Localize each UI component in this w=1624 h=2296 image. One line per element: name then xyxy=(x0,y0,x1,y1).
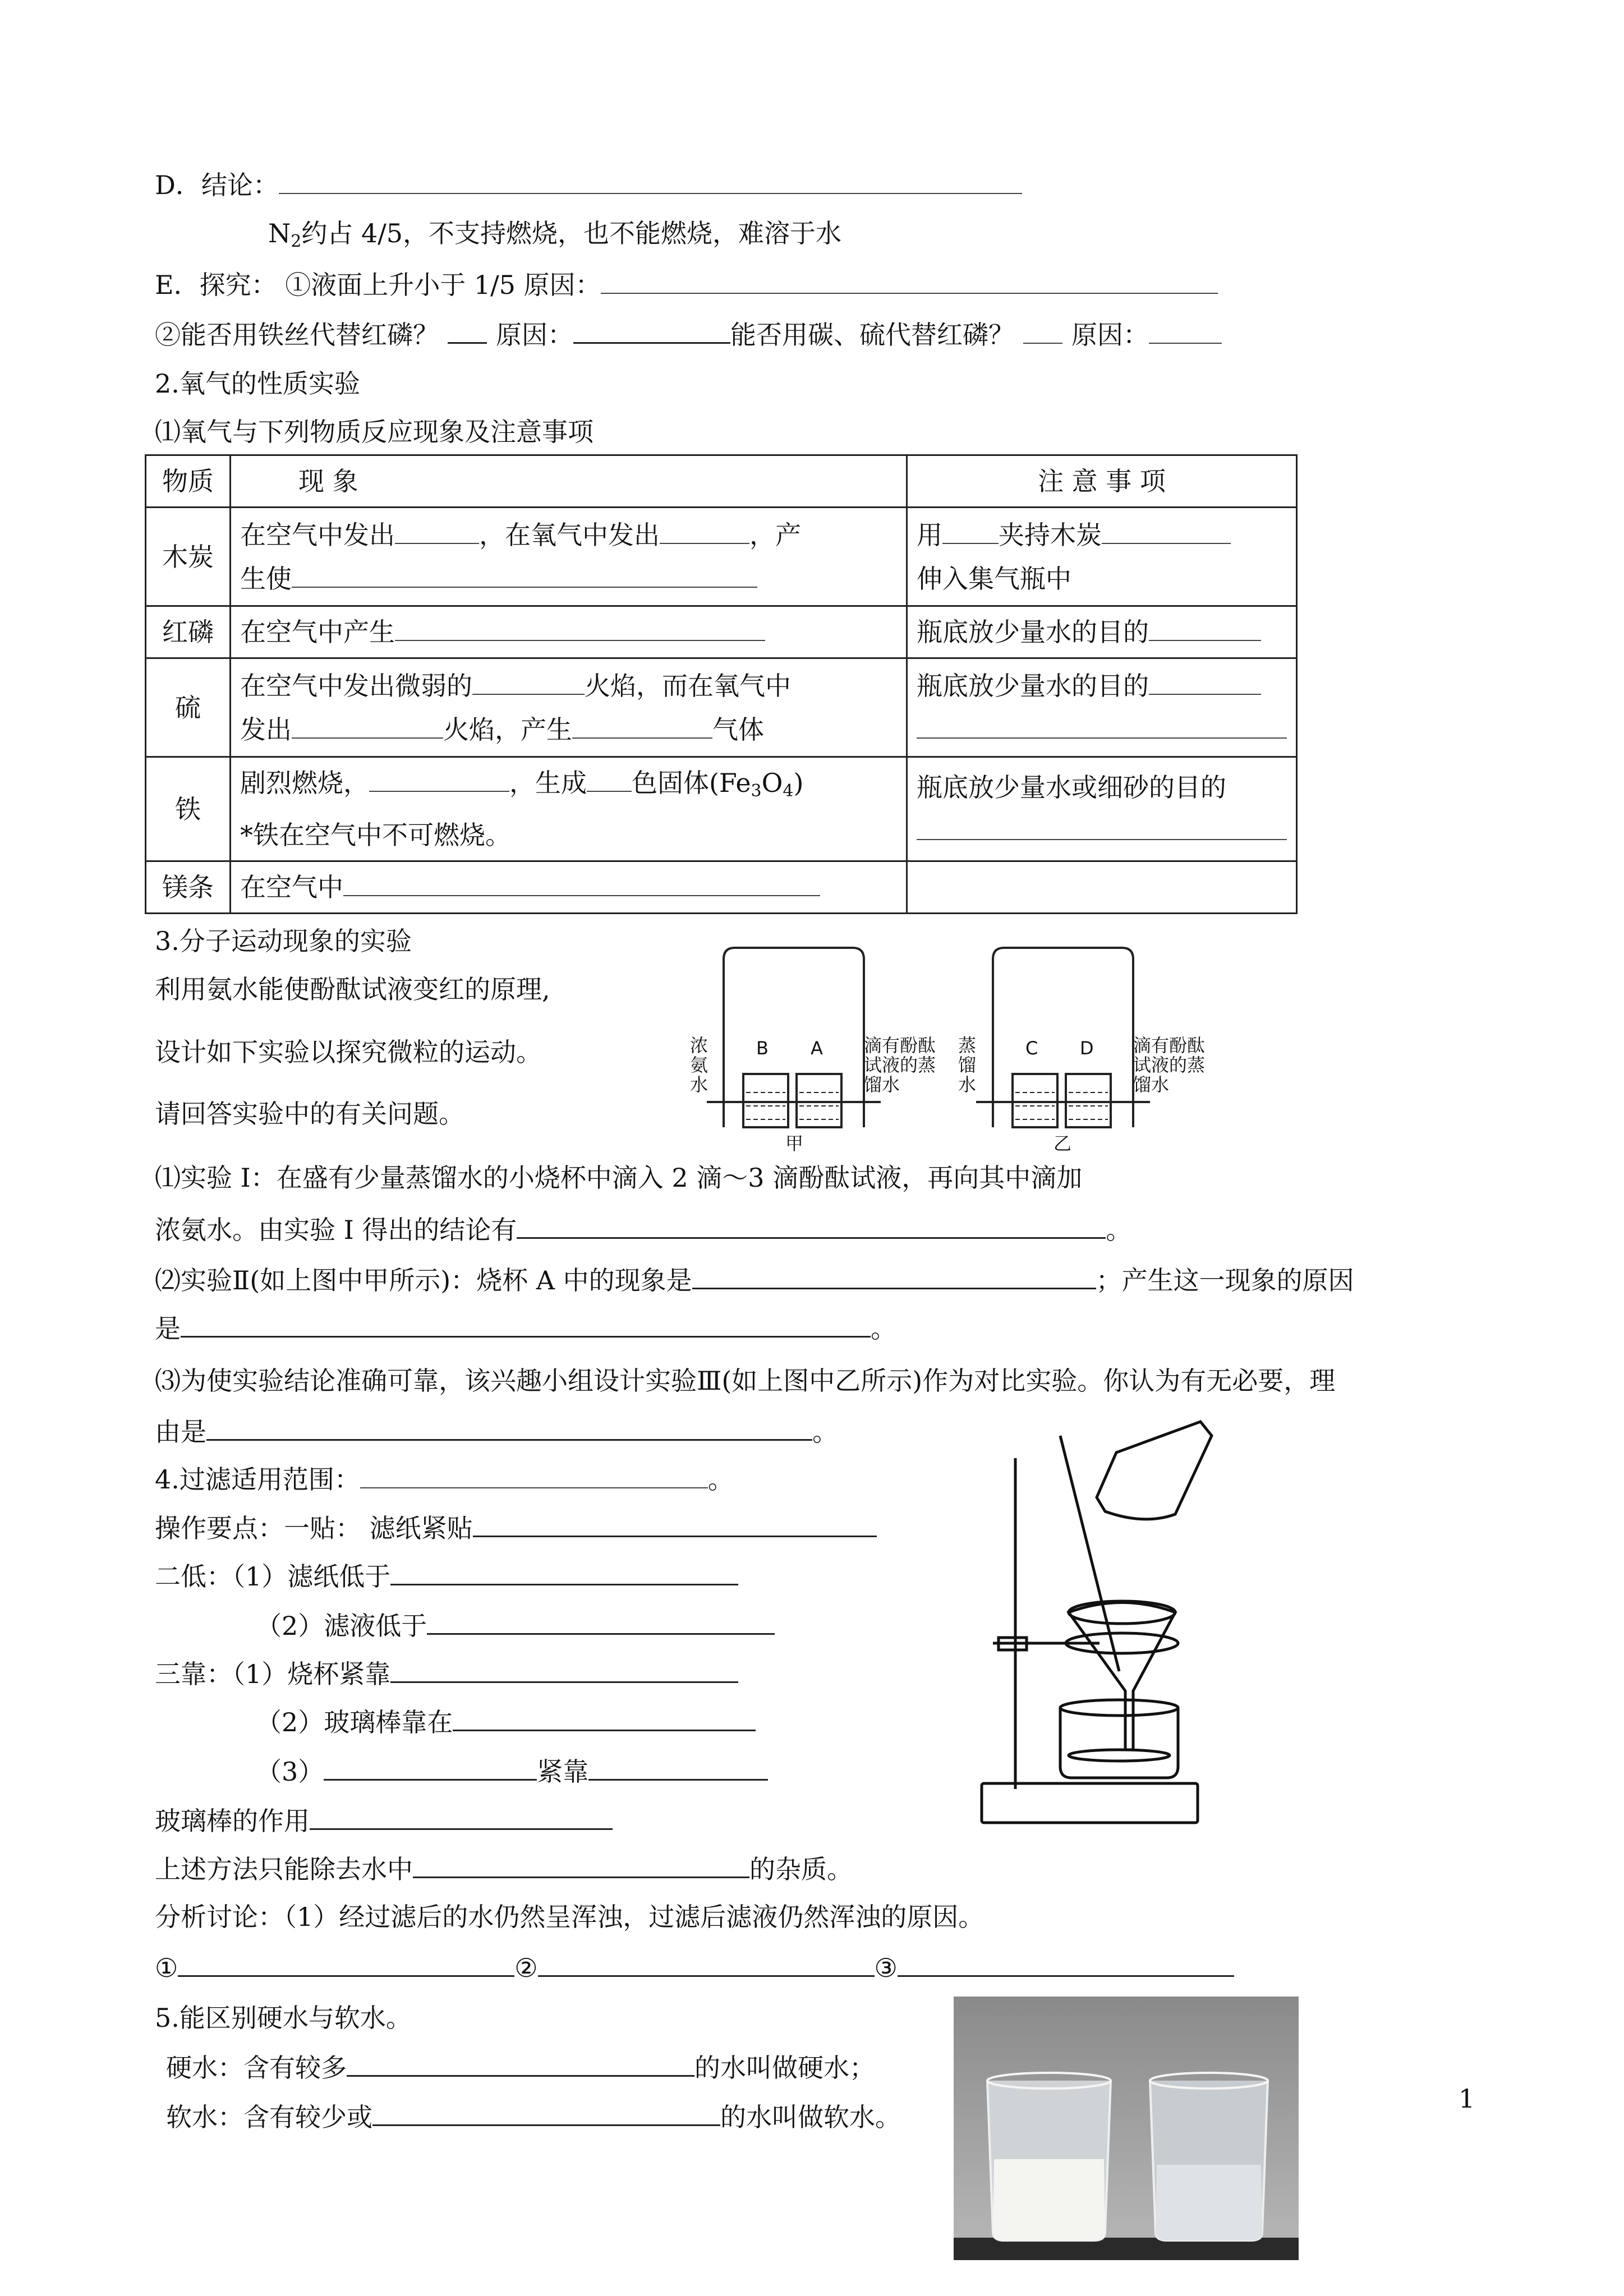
filter-two-low-2: （2）滤液低于 xyxy=(256,1608,775,1643)
filter-three-lean-1: 三靠：（1）烧杯紧靠 xyxy=(155,1657,738,1691)
soft-water-definition: 软水：含有较少或 的水叫做软水。 xyxy=(166,2100,901,2134)
hard-water-definition: 硬水：含有较多 的水叫做硬水； xyxy=(166,2050,875,2085)
page-number: 1 xyxy=(1459,2083,1475,2114)
section3-intro-1: 利用氨水能使酚酞试液变红的原理, xyxy=(155,974,550,1004)
filter-two-low-1: 二低：（1）滤纸低于 xyxy=(155,1559,738,1593)
conclusion-answer: $N_2$约占 4/5，不支持燃烧，也不能燃烧，难溶于水 xyxy=(268,218,841,251)
beaker-c-label: C xyxy=(1025,1038,1038,1059)
label-phenol-water-2-2: 试液的蒸 xyxy=(1133,1054,1206,1076)
filter-three-lean-3: （3） 紧靠 xyxy=(256,1754,768,1788)
beaker-b-label: B xyxy=(756,1038,769,1059)
section3-intro-2: 设计如下实验以探究微粒的运动。 xyxy=(155,1037,542,1067)
label-conc-ammonia-1: 浓 xyxy=(690,1035,709,1056)
section2-title: 2.氧气的性质实验 xyxy=(155,368,360,399)
caption-jia: 甲 xyxy=(785,1133,804,1154)
question-3-line-2: 由是 。 xyxy=(155,1414,838,1449)
section3-title: 3.分子运动现象的实验 xyxy=(155,926,412,956)
label-phenol-water-2: 试液的蒸 xyxy=(864,1054,936,1076)
label-conc-ammonia-2: 氨 xyxy=(690,1054,709,1076)
label-phenol-water-2-3: 馏水 xyxy=(1133,1074,1170,1095)
header-notes: 注 意 事 项 xyxy=(907,455,1297,508)
label-conc-ammonia-3: 水 xyxy=(690,1074,709,1095)
section5-title: 5.能区别硬水与软水。 xyxy=(155,2003,412,2033)
table-row: 红磷 在空气中产生 瓶底放少量水的目的 xyxy=(146,606,1297,658)
filter-removes: 上述方法只能除去水中 的杂质。 xyxy=(155,1852,853,1886)
filter-analysis: 分析讨论：（1）经过滤后的水仍然呈浑浊，过滤后滤液仍然浑浊的原因。 xyxy=(155,1902,984,1932)
table-row: 硫 在空气中发出微弱的 火焰，而在氧气中 发出 火焰，产生 气体 瓶底放少量水的目的 xyxy=(146,658,1297,757)
explore-line-2: ②能否用铁丝代替红磷？ 原因： 能否用碳、硫代替红磷？ 原因： xyxy=(155,317,1222,352)
header-substance: 物质 xyxy=(146,455,231,508)
molecule-experiment-figure xyxy=(690,942,1262,1161)
section4-title: 4.过滤适用范围： 。 xyxy=(155,1463,734,1496)
filter-three-lean-2: （2）玻璃棒靠在 xyxy=(256,1705,756,1739)
table-row: 镁条 在空气中 xyxy=(146,861,1297,914)
filter-reasons: ① ② ③ xyxy=(155,1951,1234,1985)
label-phenol-water-1: 滴有酚酞 xyxy=(864,1035,936,1056)
table-row: 木炭 在空气中发出 ，在氧气中发出 ，产 生使 用 夹持木炭 伸入集气瓶中 xyxy=(146,508,1297,606)
question-3-line-1: ⑶为使实验结论准确可靠，该兴趣小组设计实验Ⅲ(如上图中乙所示)作为对比实验。你认为有无必要，理 xyxy=(155,1366,1336,1396)
question-1-line-1: ⑴实验 I：在盛有少量蒸馏水的小烧杯中滴入 2 滴～3 滴酚酞试液，再向其中滴加 xyxy=(155,1163,1083,1193)
caption-yi: 乙 xyxy=(1053,1133,1072,1154)
question-2-line-1: ⑵实验Ⅱ(如上图中甲所示)：烧杯 A 中的现象是 ；产生这一现象的原因 xyxy=(155,1263,1354,1297)
beaker-d-label: D xyxy=(1080,1038,1094,1059)
label-distilled-1: 蒸 xyxy=(958,1035,977,1056)
question-1-line-2: 浓氨水。由实验 I 得出的结论有 。 xyxy=(155,1212,1131,1247)
beaker-a-label: A xyxy=(811,1038,823,1059)
oxygen-reaction-table xyxy=(145,454,1298,914)
question-2-line-2: 是 。 xyxy=(155,1311,896,1345)
explore-line-1: E．探究： ①液面上升小于 1/5 原因： xyxy=(155,268,1218,302)
header-phenomenon: 现 象 xyxy=(230,455,907,508)
section3-intro-3: 请回答实验中的有关问题。 xyxy=(155,1099,464,1129)
label-phenol-water-3: 馏水 xyxy=(864,1074,900,1095)
table-row: 铁 剧烈燃烧， ，生成 色固体$(Fe_3O_4)$ *铁在空气中不可燃烧。 瓶底放少量水或细砂的目的 xyxy=(146,757,1297,861)
hard-soft-water-photo xyxy=(954,1997,1299,2260)
section2-subtitle: ⑴氧气与下列物质反应现象及注意事项 xyxy=(155,417,594,447)
filtration-apparatus-figure xyxy=(976,1402,1245,1868)
label-distilled-3: 水 xyxy=(958,1074,977,1095)
label-distilled-2: 馏 xyxy=(958,1054,977,1076)
conclusion-label: D．结论： xyxy=(155,168,1022,202)
label-phenol-water-2-1: 滴有酚酞 xyxy=(1133,1035,1206,1056)
glass-rod-role: 玻璃棒的作用 xyxy=(155,1804,613,1838)
filter-one-stick: 操作要点：一贴： 滤纸紧贴 xyxy=(155,1511,877,1545)
